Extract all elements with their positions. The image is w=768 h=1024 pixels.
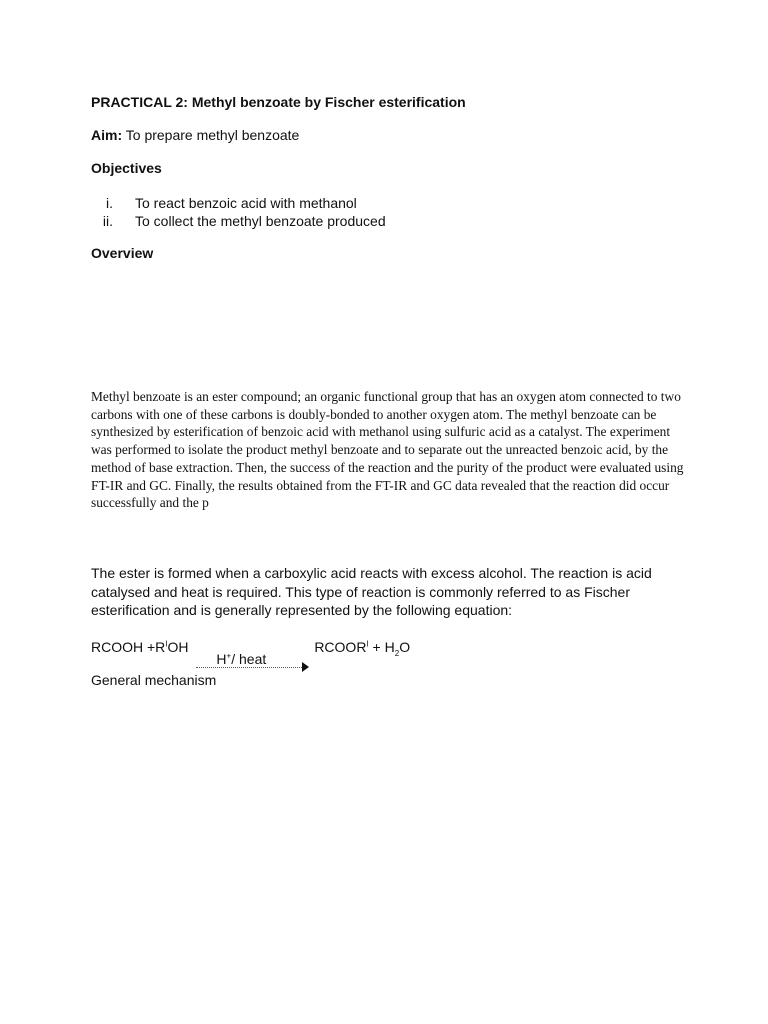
- reactant-1-tail: OH: [167, 639, 189, 655]
- objectives-heading: Objectives: [91, 160, 162, 176]
- overview-heading: Overview: [91, 245, 154, 261]
- objectives-list: [91, 194, 386, 230]
- list-item: [91, 212, 386, 230]
- list-item-text: To react benzoic acid with methanol: [135, 195, 357, 211]
- list-item-number: ii.: [102, 213, 113, 229]
- product-2: + H: [368, 639, 395, 655]
- product-1: RCOOR: [314, 639, 367, 655]
- reactant-1-superscript: I: [165, 639, 168, 649]
- mechanism-label: General mechanism: [91, 672, 217, 688]
- condition-tail: / heat: [231, 651, 267, 667]
- product-2-subscript: 2: [394, 648, 400, 658]
- reactant-1: RCOOH +R: [91, 639, 166, 655]
- list-item: [91, 194, 386, 212]
- list-item-text: To collect the methyl benzoate produced: [135, 213, 386, 229]
- reaction-equation: [91, 639, 411, 667]
- aim-text: To prepare methyl benzoate: [122, 127, 300, 143]
- list-item-number: i.: [106, 195, 113, 211]
- reaction-arrow-line: [196, 667, 304, 668]
- condition-text: [216, 651, 266, 667]
- page-title: PRACTICAL 2: Methyl benzoate by Fischer esterification: [91, 94, 466, 110]
- intro-paragraph: The ester is formed when a carboxylic acid reacts with excess alcohol. The reaction is acid catalysed and heat is required. This type of reaction is commonly referred to as Fischer esterification and is generally represented by the following equation:: [91, 565, 652, 618]
- overview-paragraph: Methyl benzoate is an ester compound; an organic functional group that has an oxygen atom connected to two carbons with one of these carbons is doubly-bonded to another oxygen atom. The methyl benzoate can be synthesized by esterification of benzoic acid with methanol using sulfuric acid as a catalyst. The experiment was performed to isolate the product methyl benzoate and to separate out the unreacted benzoic acid, by the method of base extraction. Then, the success of the reaction and the purity of the product were evaluated using FT-IR and GC. Finally, the results obtained from the FT-IR and GC data revealed that the reaction did occur successfully and the p: [91, 389, 684, 511]
- product-1-superscript: I: [366, 639, 369, 649]
- aim-label: Aim:: [91, 127, 123, 143]
- aim-line: [91, 127, 299, 143]
- condition-main: H: [216, 651, 227, 667]
- product: [314, 639, 410, 658]
- condition-superscript: +: [226, 651, 232, 661]
- arrow-right-icon: [302, 662, 309, 672]
- product-2-tail: O: [399, 639, 411, 655]
